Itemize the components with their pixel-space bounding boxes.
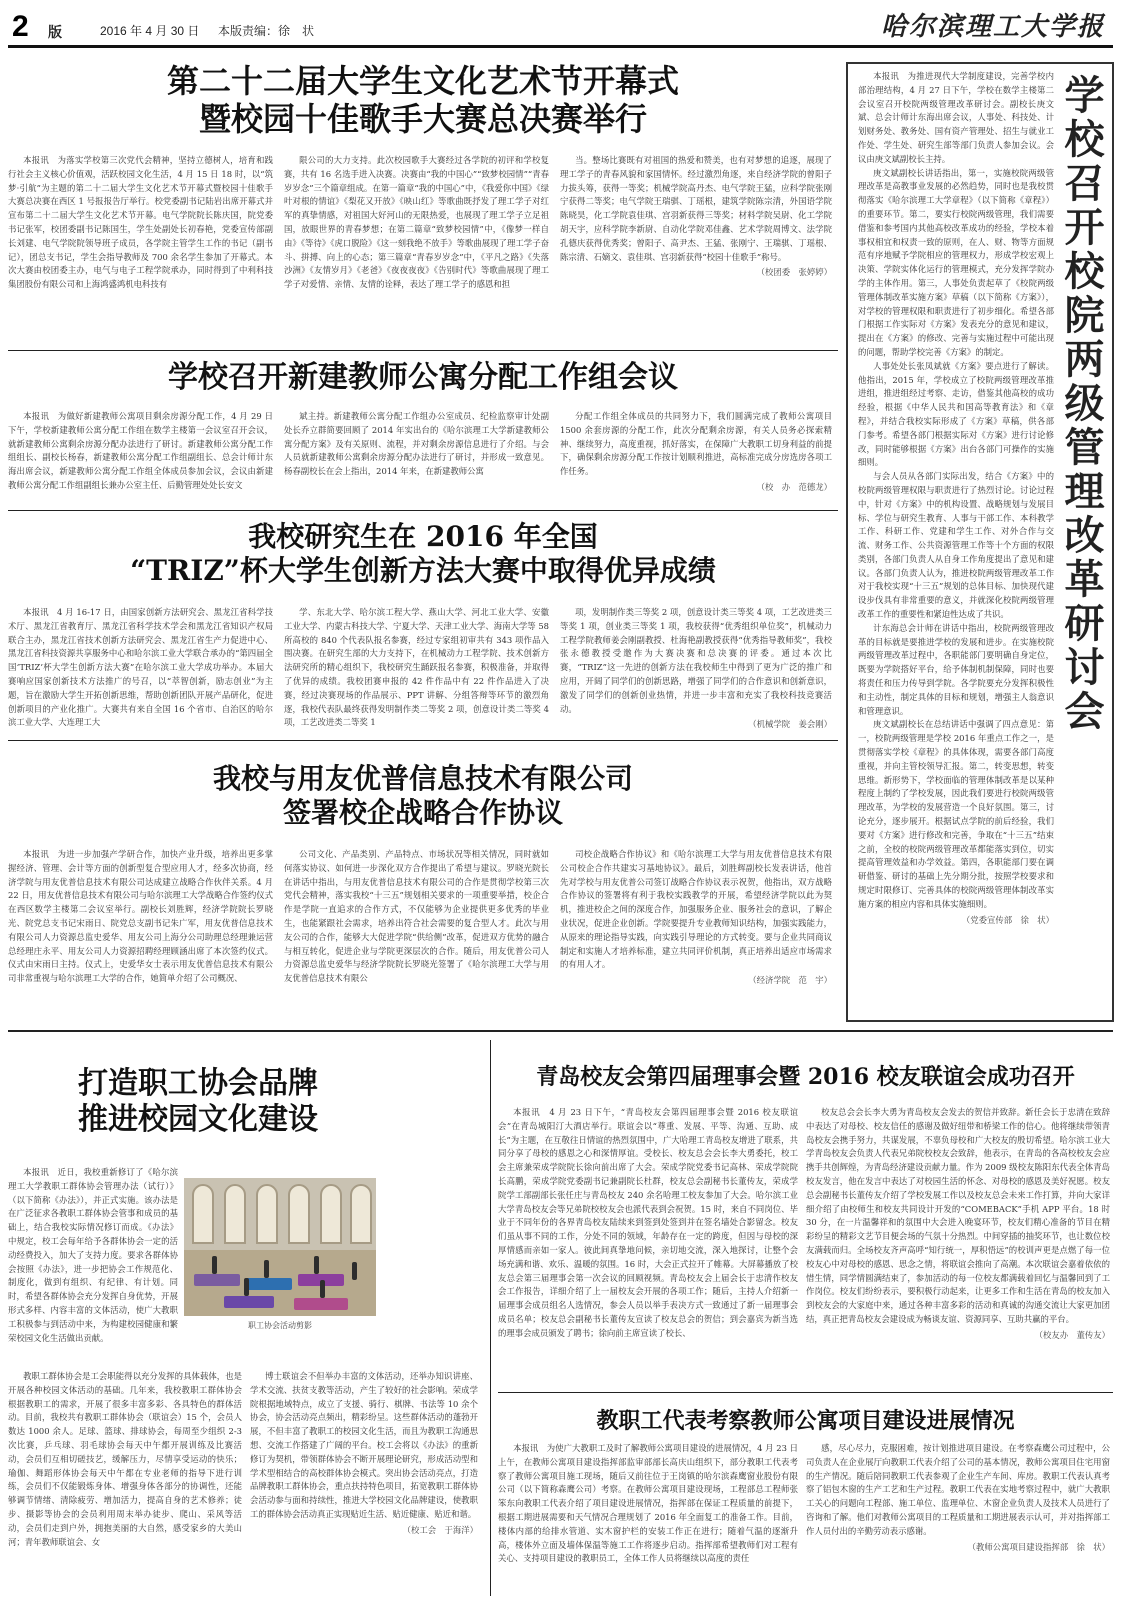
photo-caption: 职工协会活动剪影 xyxy=(248,1321,312,1330)
masthead: 哈尔滨理工大学报 xyxy=(880,12,1105,42)
article-title-line1: 第二十二届大学生文化艺术节开幕式 xyxy=(166,62,679,100)
yoga-activity-photo xyxy=(184,1178,376,1316)
page-editor: 本版责编：徐 状 xyxy=(218,24,315,38)
article-staff-associations xyxy=(8,1036,486,1596)
byline: （校 办 范德龙） xyxy=(756,481,832,492)
article-body: 学、东北大学、哈尔滨工程大学、燕山大学、河北工业大学、安徽工业大学、内蒙古科技大学、宁夏大学、天津工业大学、海南大学等 58 所高校的 840 个代表队报名参赛，经过专家组初审共有 343 项作品入围决赛。在研究生部的大力支持下，在机械动力工程学院、技术创新方法研究所的精心组织下，我校研究生踊跃报名参赛，积极准备，并取得了优异的成绩。我校团赛申报的 42 件作品中有 22 件作品进入了决赛，经过决赛现场的作品展示、PPT 讲解、分组答辩等环节的激烈角逐，我校代表队最终获得发明制作类二等奖 2 项，创意设计类二等奖 4 项，工艺改进类二等奖 1 xyxy=(284,607,549,728)
article-management-reform-seminar xyxy=(846,62,1114,1022)
page-header xyxy=(8,0,1113,48)
article-body: 司校企战略合作协议》和《哈尔滨理工大学与用友优普信息技术有限公司校企合作共建实习基地协议》。最后，刘胜辉副校长发表讲话，他首先对学校与用友优普公司签订战略合作协议表示祝贺，他指出，双方战略合作协议的签署将有利于我校实践教学的开展，希望经济学院以此为契机，推进校企之间的深度合作，加强服务企业、服务社会的意识，了解企业状况，促进企业创新。学院要提升专业教师知识结构，加强实践能力，从原来的理论指导实践，向实践引导理论的方式转变。要与企业共同商议制定和实施人才培养标准，建立共同评价机制，真正培养出适应市场需求的有用人才。 xyxy=(560,849,832,970)
article-body: 本报讯 为进一步加强产学研合作，加快产业升级，培养出更多掌握经济、管理、会计等方面的创新型复合型应用人才，经多次协商，经济学院与用友优普信息技术有限公司达成建立战略合作伙伴关系。4 月 22 日，用友优普信息技术有限公司与哈尔滨理工大学战略合作签约仪式在西区数学主楼第二会议室举行。副校长刘胜辉，经济学院院长罗晓光、院党总支书记宋雨日、院党总支副书记朱广军，用友优普信息技术有限公司人力资源总监史爱华、用友公司上海分公司助理总经理兼运营总经理庄永平、用友公司人力资源招聘经理顾涵出席了本次签约仪式。仪式由宋雨日主持。仪式上，史爱华女士表示用友优普信息技术有限公司非常重视与哈尔滨理工大学的合作，她简单介绍了公司概况、 xyxy=(8,849,273,984)
article-body: 当。整场比赛既有对祖国的热爱和赞美，也有对梦想的追逐，展现了理工学子的青春风貌和家国情怀。经过激烈角逐，来自经济学院的曾阳子力拔头筹，获得一等奖；机械学院高丹杰、电气学院王猛，应科学院张刚宁获得二等奖；电气学院王瑞骐、丁瑶根，建筑学院陈宗清，外国语学院陈晓昊，化工学院袁佳琪、宫羽新获得三等奖；材料学院吴尉、化工学院胡天宇，应科学院李新尉、自动化学院邓佳鑫、艺术学院周博文、法学院孔德庆获得优秀奖；曾阳子、高尹杰、王猛、张刚宁、王瑞骐、丁瑶根、陈宗清、石嫡文、袁佳琪、宫羽新获得“校园十佳歌手”称号。 xyxy=(560,155,832,262)
article-body: 教职工群体协会是工会职能得以充分发挥的具体载体，也是开展各种校园文体活动的基础。几年来，我校教职工群体协会根据教职工的需求，开展了很多丰富多彩、各具特色的群体活动。目前，我校共有教职工群体协会（联谊会）15 个，会员人数达 1000 余人。足球、篮球、排球协会，每周至少组织 2-3 次比赛，乒乓球、羽毛球协会每天中午都开展训练及比赛活动，会员们互相切磋技艺，缓解压力，尽情享受运动的快乐；瑜伽、舞蹈形体协会每天中午都在专业老师的指导下进行训练，会员们不仅能锻炼身体、增强身体各部分的协调性，还能够调节情绪、清除疲劳、增加活力，提高自身的艺术修养；徒步、摄影等协会的会员利用周末举办徒步、爬山、采风等活动，会员们走到户外，拥抱美丽的大自然，感受家乡的大美山河；青年教师联谊会、女 xyxy=(8,1371,242,1547)
article-body: 本报讯 为落实学校第三次党代会精神，坚持立德树人，培育和践行社会主义核心价值观，活跃校园文化生活，4 月 15 日 18 时，以“筑梦·引航”为主题的第二十二届大学生文化艺术节开幕式暨校园十佳歌手大赛总决赛在西区 1 号报报告厅举行。校党委副书记陆岩出席开幕式并宣布第二十二届大学生文化艺术节开幕。电气学院院长陈庆国，院党委书记张军，校团委副书记陈国生，学生处副处长初春艳，党委宣传部副长刘建、电气学院院领导班子成员，各学院主管学生工作的书记（副书记），团总支书记，学生会指导教师及 700 余名学生参加了开幕式。本次大赛由校团委主办，电气与电子工程学院承办，同时得到了中利科技集团股份有限公司和上海鸿盛鸿机电科技有 xyxy=(8,155,273,290)
article-body: 庚文斌副校长讲话指出，第一，实施校院两级管理改革是高教事业发展的必然趋势，同时也是我校贯彻落实《哈尔滨理工大学章程》（以下简称《章程》）的重要环节。第二，要实行校院两级管理，我们需要借鉴和参考国内其他高校改革成功的经验，学校本着事权相宜和权责一致的原则，在人、财、物等方面规范有序地赋予学院相应的管理权力，形成学校宏观上决策、学院实体化运行的管理模式，充分发挥学院办学的主体作用。第三，人事处负责起草了《校院两级管理体制改革实施方案》草稿（以下简称《方案》），对学校的管理权限和职责进行了初步细化。希望各部门根据工作实际对《方案》发表充分的意见和建议，提出在《方案》的修改、完善与实施过程中可能出现的问题，帮助学校完善《方案》的制定。 xyxy=(858,167,1054,357)
article-apartment-inspection xyxy=(498,1396,1113,1596)
article-body: 校友总会会长李大勇为青岛校友会发去的贺信并致辞。新任会长于忠清在致辞中表达了对母校、校友信任的感谢及做好纽带和桥梁工作的信心。他将继续带领青岛校友会携手努力，共谋发展，不辜负母校和广大校友的殷切希望。哈尔滨工业大学青岛校友会负责人代表兄弟院校校友会致辞，他表示，在青岛的各高校校友会应携手共创辉煌，为青岛经济建设贡献力量。作为 2009 级校友陈阳东代表全体青岛校友发言，他在发言中表达了对校园生活的怀念、对母校的感恩及美好祝愿。校友总会副秘书长董传友介绍了学校发展工作以及校友总会未来工作打算，并向大家详细介绍了由校师生和校友共同设计开发的“COMEBACK”手机 APP 平台。18 时 30 分，在一片温馨祥和的氛围中大会进入晚宴环节，校友们精心准备的节目在精彩纷呈的精彩文艺节目便会场的气氛十分热烈。中间穿插的抽奖环节，也让数位校友满载而归。全场校友齐声高呼“知行统一，厚积悟远”的校训声更是点燃了每一位校友心中对母校的感恩、思念之情，将联谊会推向了高潮。本次联谊会嘉着依依的惜生情，同学情圆满结束了，参加活动的每一位校友都满载着回忆与温馨回到了工作岗位。校友们纷纷表示，要积极行动起来，让更多工作和生活在青岛的校友加入到校友会的大家庭中来，通过各种丰富多彩的活动和真诚的沟通交流让大家更加团结，真正把青岛校友会建设成为畅谈友谊、资源同享、互助共赢的平台。 xyxy=(806,1107,1110,1324)
article-title: 学校召开新建教师公寓分配工作组会议 xyxy=(168,360,678,395)
page-suffix: 版 xyxy=(48,24,62,40)
article-title-line1: 我校研究生在 2016 年全国 xyxy=(248,520,598,553)
article-title-line2: “TRIZ”杯大学生创新方法大赛中取得优异成绩 xyxy=(130,553,716,587)
byline: （校团委 张婷婷） xyxy=(756,267,832,278)
article-title-line1: 打造职工协会品牌 xyxy=(78,1066,318,1101)
byline: （经济学院 范 宇） xyxy=(748,975,832,986)
article-body: 计东海总会计师在讲话中指出，校院两级管理改革的目标就是要推进学校的发展和进步。在实施校院两级管理改革过程中，各职能部门要明确自身定位，既要为学院搭好平台，给予体制机制保障，同时也要将责任和压力传导到学院。各学院要充分发挥积极性和主动性，制定具体的目标和规划，增强主人翁意识和管理意识。 xyxy=(858,622,1054,716)
article-triz-contest xyxy=(8,516,838,736)
issue-date: 2016 年 4 月 30 日 xyxy=(100,24,200,38)
article-body: 庚文斌副校长在总结讲话中强调了四点意见：第一，校院两级管理是学校 2016 年重点工作之一，是贯彻落实学校《章程》的具体体现，需要各部门高度重视，并向主管校领导汇报。第二，转变思想，转变思维。新形势下，学校面临的管理体制改革是以某种程度上制约了学校发展，因此我们要进行校院两级管理改革，为学校的发展营造一个良好氛围。第三，讨论充分，逐步展开。根据试点学院的前后经验，我们要对《方案》进行修改和完善，争取在“十三五”结束之前，全校的校院两级管理改革都能落实到位，切实提高管理效益和办学效益。第四，各职能部门要在调研借鉴、研讨的基础上先分期分批，按照学校要求和规定时限修订、完善具体的校院两级管理体制改革实施方案的相应内容和具体实施细则。 xyxy=(858,719,1054,909)
sidebar-title: 学校召开校院两级管理改革研讨会 xyxy=(1058,74,1105,734)
article-arts-festival xyxy=(8,58,838,348)
byline: （机械学院 姜会刚） xyxy=(748,719,832,730)
byline: （校友办 董传友） xyxy=(1034,1329,1110,1340)
article-title-line1: 我校与用友优普信息技术有限公司 xyxy=(212,762,633,795)
article-title: 教职工代表考察教师公寓项目建设进展情况 xyxy=(596,1408,1015,1434)
article-title-line2: 推进校园文化建设 xyxy=(78,1102,318,1137)
article-body: 本报讯 为做好新建教师公寓项目剩余房源分配工作，4 月 29 日下午，学校新建教师公寓分配工作组在数学主楼第一会议室召开会议，就新建教师公寓剩余房源分配办法进行了研讨。新建教师公寓分配工作组组长、副校长杨春，新建教师公寓分配工作组副组长、总会计师计东海出席会议，新建教师公寓分配工作组全体成员参加会议，会议由新建教师公寓分配工作组副组长兼办公室主任、后勤管理处处长安文 xyxy=(8,411,273,490)
article-body: 本报讯 为推进现代大学制度建设，完善学校内部治理结构，4 月 27 日下午，学校在数学主楼第二会议室召开校院两级管理改革研讨会。副校长庚文斌、总会计师计东海出席会议，人事处、科技处、计划财务处、教务处、国有资产管理处、招生与就业工作处、学生处、研究生部等部门负责人参加会议。会议由庚文斌副校长主持。 xyxy=(858,71,1054,164)
article-body: 本报讯 为使广大教职工及时了解教师公寓项目建设的进展情况，4 月 23 日上午，在教师公寓项目建设指挥部监审部部长高庆山组织下，部分教职工代表考察了教师公寓项目施工现场，随后又前往位于王岗镇的哈尔滨森鹰窗业股份有限公司（以下简称森鹰公司）考察。在教师公寓项目建设现场，工程部总工程师张笨东向教职工代表介绍了项目建设进展情况，指挥部在保证工程质量的前提下，根据工期进展需要和天气情况合理规划了 2016 年全面复工的准备工作。目前，楼体内部的给排水管道、实木窗护栏的安装工作正在进行；随着气温的逐渐升高，楼体外立面及墙体保温等施工工作将逐步启动。指挥部希望教师们对工程有关心、支持项目建设的教职员工，全体工作人员将继续以高度的责任 xyxy=(498,1443,798,1564)
byline: （校工会 于海洋） xyxy=(402,1524,478,1535)
article-body: 本报讯 4 月 16-17 日，由国家创新方法研究会、黑龙江省科学技术厅、黑龙江省教育厅、黑龙江省科学技术学会和黑龙江省知识产权局联合主办，黑龙江省技术创新方法研究会、黑龙江省生产力促进中心、黑龙江省科技资源共享服务中心和哈尔滨工业大学联合承办的“第四届全国‘TRIZ’杯大学生创新方法大赛”在哈尔滨工业大学成功举办。本届大赛响应国家创新技术方法推广的号召，以“萃智创新，励志创业”为主题，旨在激励大学生开拓创新思维，帮助创新团队开展产品研化，促进创新项目的产业化推广。大赛共有来自全国 16 个省市、自治区的哈尔滨工业大学、大连理工大 xyxy=(8,607,273,728)
article-yonyou-agreement xyxy=(8,746,838,1022)
article-body: 项，发明制作类三等奖 2 项，创意设计类三等奖 4 项，工艺改进类三等奖 1 项，创业类三等奖 1 项，我校获得“优秀组织单位奖”，机械动力工程学院教师姜会刚副教授、杜海艳副教授获得“优秀指导教师奖”，我校张永德教授受邀作为大赛决赛和总决赛的评委。通过本次比赛，“TRIZ”这一先进的创新方法在我校师生中得到了更为广泛的推广和应用，开阔了同学们的创新思路，增强了同学们的合作意识和创新意识，激发了同学们的创新创业热情，并进一步丰富和充实了我校科技竞赛活动。 xyxy=(560,607,832,714)
article-body: 公司文化、产品类别、产品特点、市场状况等相关情况，同时就如何落实协议、如何进一步深化双方合作提出了希望与建议。罗晓光院长在讲话中指出，与用友优普信息技术有限公司的合作是贯彻学校第三次党代会精神，落实我校“十三五”规划相关要求的一项重要举措，校企合作是学院一直追求的合作方式，不仅能够为企业提供更多优秀的毕业生，也能紧跟社会需求，培养出符合社会需要的复合型人才。此次与用友公司的合作，能够大大促进学院“供给侧”改革，促进双方优势的融合与相互转化，促进企业与学院更深层次的合作。随后，用友优普公司人力资源总监史爱华与经济学院院长罗晓光签署了《哈尔滨理工大学与用友优普信息技术有限公 xyxy=(284,849,549,984)
article-body: 分配工作组全体成员的共同努力下，我们圆满完成了教师公寓项目 1500 余套房源的分配工作，此次分配剩余房源，有关人员务必探索精神、继续努力，高度重视，抓好落实，在保障广大教职工切身利益的前提下，确保剩余房源分配工作按计划顺利推进，高标准完成分房选房各项工作任务。 xyxy=(560,411,832,477)
article-teacher-apartment-meeting xyxy=(8,356,838,506)
article-body: 本报讯 4 月 23 日下午，“青岛校友会第四届理事会暨 2016 校友联谊会”在青岛城阳汀大酒店举行。联谊会以“尊重、发展、平等、沟通、互助、成长”为主题，在互敬往日情谊的热烈氛围中，广大哈理工青岛校友增进了联系，共同分享了母校的感恩之心和深情厚谊。受校长、校友总会会长李大勇委托，校工会主席兼荣成学院院长徐向前出席了大会。荣成学院党委书记高林、荣成学院院长高鹏，荣成学院党委副书记兼副院长杜群，校友总会副秘书长董传友，荣成学院学工部副部长张任庄与青岛校友 240 余名哈理工校友参加了大会。哈尔滨工业大学青岛校友会等兄弟院校校友会也派代表到会祝贺。15 时，来自不同岗位、毕业于不同年份的各界青岛校友陆续来到签到处签到并在签名墙处合影留念。校友们虽从事不同的工作，分处不同的领域，年龄存在一定的跨度，但因与母校的深厚情感而亲如一家人。彼此间真挚地问候，亲切地交流，深入地探讨，让整个会场充满和谐、欢乐、温暖的氛围。16 时，大会正式拉开了帷幕。大屏幕播放了校友总会第三届理事会第一次会议的回顾视频。青岛校友会上届会长于忠清作校友会工作报告，详细介绍了上一届校友会开展的各项工作；随后，主持人介绍新一届理事会成员组名人选情况，参会人员以举手表决方式一致通过了新一届理事会成员名单；校友总会副秘书长董传友宣读了校友总会的贺信；到会嘉宾为新当选的理事会成员颁发了聘书；徐向前主席宣读了校长、 xyxy=(498,1107,798,1338)
byline: （党委宣传部 徐 状） xyxy=(961,914,1054,925)
article-title: 青岛校友会第四届理事会暨 2016 校友联谊会成功召开 xyxy=(536,1064,1075,1090)
article-body: 限公司的大力支持。此次校园歌手大赛经过各学院的初评和学校复赛，共有 16 名选手进入决赛。决赛由“我的中国心”“致梦校园情”“青春岁岁念”三个篇章组成。在第一篇章“我的中国心”中，《我爱你中国》《绿叶对根的情谊》《梨花又开放》《映山红》等歌曲既抒发了理工学子对红军的真挚情感，对祖国大好河山的无限热爱，也展现了理工学子立足祖国，放眼世界的青春梦想；在第二篇章“致梦校园情”中，《像梦一样自由》《等待》《虎口脱险》《这一刻我绝不放手》等歌曲展现了理工学子奋斗、拼搏、向上的心态；第三篇章“青春岁岁念”中，《平凡之路》《失落沙洲》《友情岁月》《老爸》《夜夜夜夜》《告别时代》等歌曲展现了理工学子对爱情、亲情、友情的诠释，表达了理工学子的感恩和担 xyxy=(284,155,549,290)
article-body: 斌主持。新建教师公寓分配工作组办公室成员、纪检监察审计处副处长乔立群简要回顾了 2014 年实出台的《哈尔滨理工大学新建教师公寓分配方案》及有关原则、流程，并对剩余房源信息进行了介绍。与会人员就新建教师公寓剩余房源分配办法进行了研讨，并形成一致意见。杨春副校长在会上指出，2014 年来，在新建教师公寓 xyxy=(284,411,549,477)
article-title-line2: 暨校园十佳歌手大赛总决赛举行 xyxy=(198,100,647,139)
article-body: 与会人员从各部门实际出发，结合《方案》中的校院两级管理权限与职责进行了热烈讨论。讨论过程中，针对《方案》中的机构设置、战略规划与发展目标、学位与研究生教育、人事与干部工作、本科教学工作、科研工作、党建和学生工作、对外合作与交流、财务工作、公共资源管理工作等十个方面的权限类别，各部门负责人从自身工作角度提出了意见和建议。各部门负责人认为，推进校院两级管理改革工作对于我校实现“十三五”规划的总体目标、加快现代建设步伐具有非常重要的意义，并就深化校院两级管理改革工作的重要性和紧迫性达成了共识。 xyxy=(858,471,1054,620)
article-body: 本报讯 近日，我校重新修订了《哈尔滨理工大学教职工群体协会管理办法（试行）》（以下简称《办法》），并正式实施。该办法是在广泛征求各教职工群体协会管事和成员的基础上，结合我校实际情况修订而成。《办法》中规定，校工会每年给予各群体协会一定的活动经费投入，加大了支持力度。要求各群体协会按照《办法》，进一步把协会工作规范化、制度化，做到有组织、有纪律、有计划。同时，希望各群体协会充分发挥自身优势，开展形式多样、内容丰富的文体活动，使广大教职工积极参与到活动中来，为构建校园健康和繁荣校园文化生活做出贡献。 xyxy=(8,1167,178,1343)
article-body: 人事处处长张凤斌就《方案》要点进行了解读。他指出，2015 年，学校成立了校院两级管理改革推进组，推进组经过考察、走访，借鉴其他高校的成功经验，根据《中华人民共和国高等教育法》和《章程》，并结合我校实际形成了《方案》草稿，供各部门参考。希望各部门根据实际对《方案》进行讨论修改，同时能够根据《方案》出台各部门可操作的实施细则。 xyxy=(858,360,1054,468)
article-title-line2: 签署校企战略合作协议 xyxy=(282,795,563,829)
byline: （教师公寓项目建设指挥部 徐 状） xyxy=(967,1541,1110,1552)
page-number: 2 xyxy=(12,10,29,43)
article-qingdao-alumni xyxy=(498,1036,1113,1388)
article-body: 感，尽心尽力，克服困难，按计划推进项目建设。在考察森鹰公司过程中，公司负责人在企业展厅向教职工代表介绍了公司的基本情况，教师公寓项目住宅用窗的生产情况。随后陪同教职工代表参观了企业生产车间、库房。教职工代表认真考察了铝包木窗的生产工艺和生产过程。教职工代表在实地考察过程中，就广大教职工关心的问题向工程部、施工单位、监理单位、木窗企业负责人及技术人员进行了咨询和了解。他们对教师公寓项目的工程质量和工期进展表示认可，并对指挥部工作人员付出的辛勤劳动表示感谢。 xyxy=(806,1443,1110,1536)
article-body: 博士联谊会不但举办丰富的文体活动，还举办知识讲座、学术交流、扶贫支教等活动，产生了较好的社会影响。荣成学院根据地域特点，成立了支援、骑行、棋牌、书法等 10 余个协会，协会活动亮点频出，精彩纷呈。这些群体活动的蓬勃开展，不但丰富了教职工的校园文化生活，而且为教职工沟通思想、交流工作搭建了广阔的平台。校工会将以《办法》的重新修订为契机，带领群体协会不断开展理论研究，形成活动型和学术型相结合的高校群体协会模式。突出协会活动亮点，打造品牌教职工群体协会，重点扶持特色项目，拓宽教职工群体协会活动参与面和持续性，推进大学校园文化品牌建设，使教职工的群体协会活动真正实现贴近生活、贴近健康、贴近和谐。 xyxy=(250,1371,478,1519)
